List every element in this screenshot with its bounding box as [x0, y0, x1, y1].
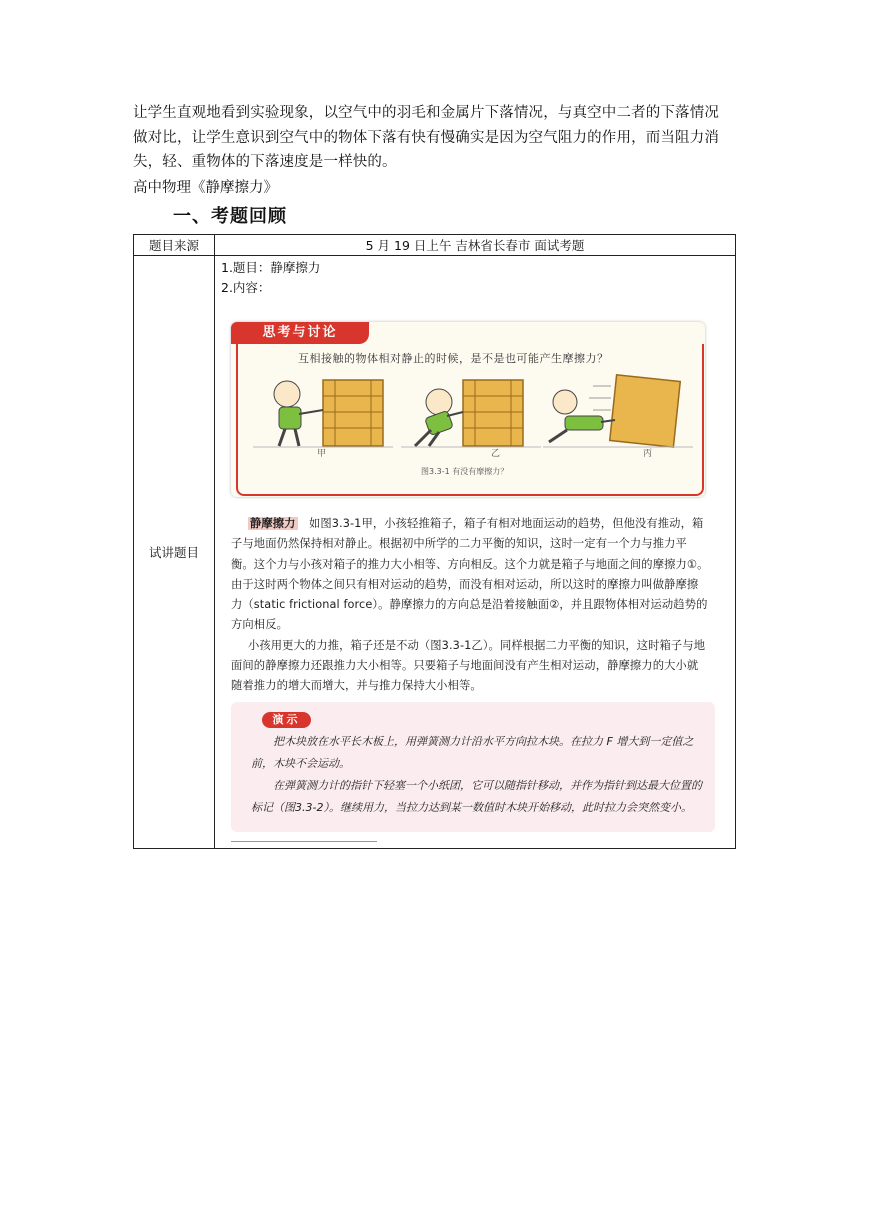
demo-paragraph: 在弹簧测力计的指针下轻塞一个小纸团，它可以随指针移动，并作为指针到达最大位置的标记（图3.3-2）。继续用力，当拉力达到某一数值时木块开始移动，此时拉力会突然变小。	[251, 779, 702, 814]
demo-text	[251, 731, 711, 819]
intro-paragraph	[133, 101, 739, 175]
term-highlight: 静摩擦力	[249, 517, 296, 530]
lesson-title: 高中物理《静摩擦力》	[133, 180, 278, 196]
item-content-label: 2.内容：	[221, 280, 271, 295]
table-row	[134, 235, 736, 256]
exam-info-table	[133, 234, 736, 849]
scene-label: 乙	[491, 449, 501, 459]
discussion-figure	[231, 322, 705, 497]
textbook-paragraph: 如图3.3-1甲，小孩轻推箱子，箱子有相对地面运动的趋势，但他没有推动，箱子与地面仍然保持相对静止。根据初中所学的二力平衡的知识，这时一定有一个力与推力平衡。这个力与小孩对箱子的推力大小相等、方向相反。这个力就是箱子与地面之间的摩擦力①。由于这时两个物体之间只有相对运动的趋势，而没有相对运动，所以这时的摩擦力叫做静摩擦力（static frictional force）。静摩擦力的方向总是沿着接触面②，并且跟物体相对运动趋势的方向相反。	[231, 517, 709, 632]
scene-label: 甲	[317, 449, 327, 459]
source-label: 题目来源	[134, 235, 215, 256]
crate-sliding-illustration	[543, 372, 693, 452]
textbook-text	[231, 514, 709, 697]
boy-pushing-harder-illustration	[401, 372, 541, 452]
section-heading: 一、考题回顾	[173, 206, 287, 227]
figure-header: 思考与讨论	[231, 322, 369, 344]
divider	[231, 841, 377, 842]
table-row	[134, 256, 736, 849]
intro-line: 失，轻、重物体的下落速度是一样快的。	[133, 154, 397, 170]
demo-badge: 演示	[262, 712, 311, 728]
boy-pushing-crate-illustration	[253, 372, 393, 452]
figure-caption: 图3.3-1 有没有摩擦力？	[421, 467, 509, 476]
figure-question: 互相接触的物体相对静止的时候，是不是也可能产生摩擦力？	[298, 352, 609, 365]
topic-label: 试讲题目	[134, 256, 215, 849]
demo-box	[231, 702, 715, 832]
topic-content	[215, 256, 736, 849]
intro-line: 让学生直观地看到实验现象，以空气中的羽毛和金属片下落情况，与真空中二者的下落情况	[133, 105, 719, 121]
source-value: 5 月 19 日上午 吉林省长春市 面试考题	[215, 235, 736, 256]
scene-label: 丙	[643, 449, 653, 459]
item-title: 1.题目：静摩擦力	[221, 260, 321, 275]
textbook-paragraph: 小孩用更大的力推，箱子还是不动（图3.3-1乙）。同样根据二力平衡的知识，这时箱子与地面间的静摩擦力还跟推力大小相等。只要箱子与地面间没有产生相对运动，静摩擦力的大小就随着推力的增大而增大，并与推力保持大小相等。	[231, 638, 706, 693]
demo-paragraph: 把木块放在水平长木板上，用弹簧测力计沿水平方向拉木块。在拉力 F 增大到一定值之前，木块不会运动。	[251, 735, 694, 770]
intro-line: 做对比，让学生意识到空气中的物体下落有快有慢确实是因为空气阻力的作用，而当阻力消	[133, 129, 719, 146]
